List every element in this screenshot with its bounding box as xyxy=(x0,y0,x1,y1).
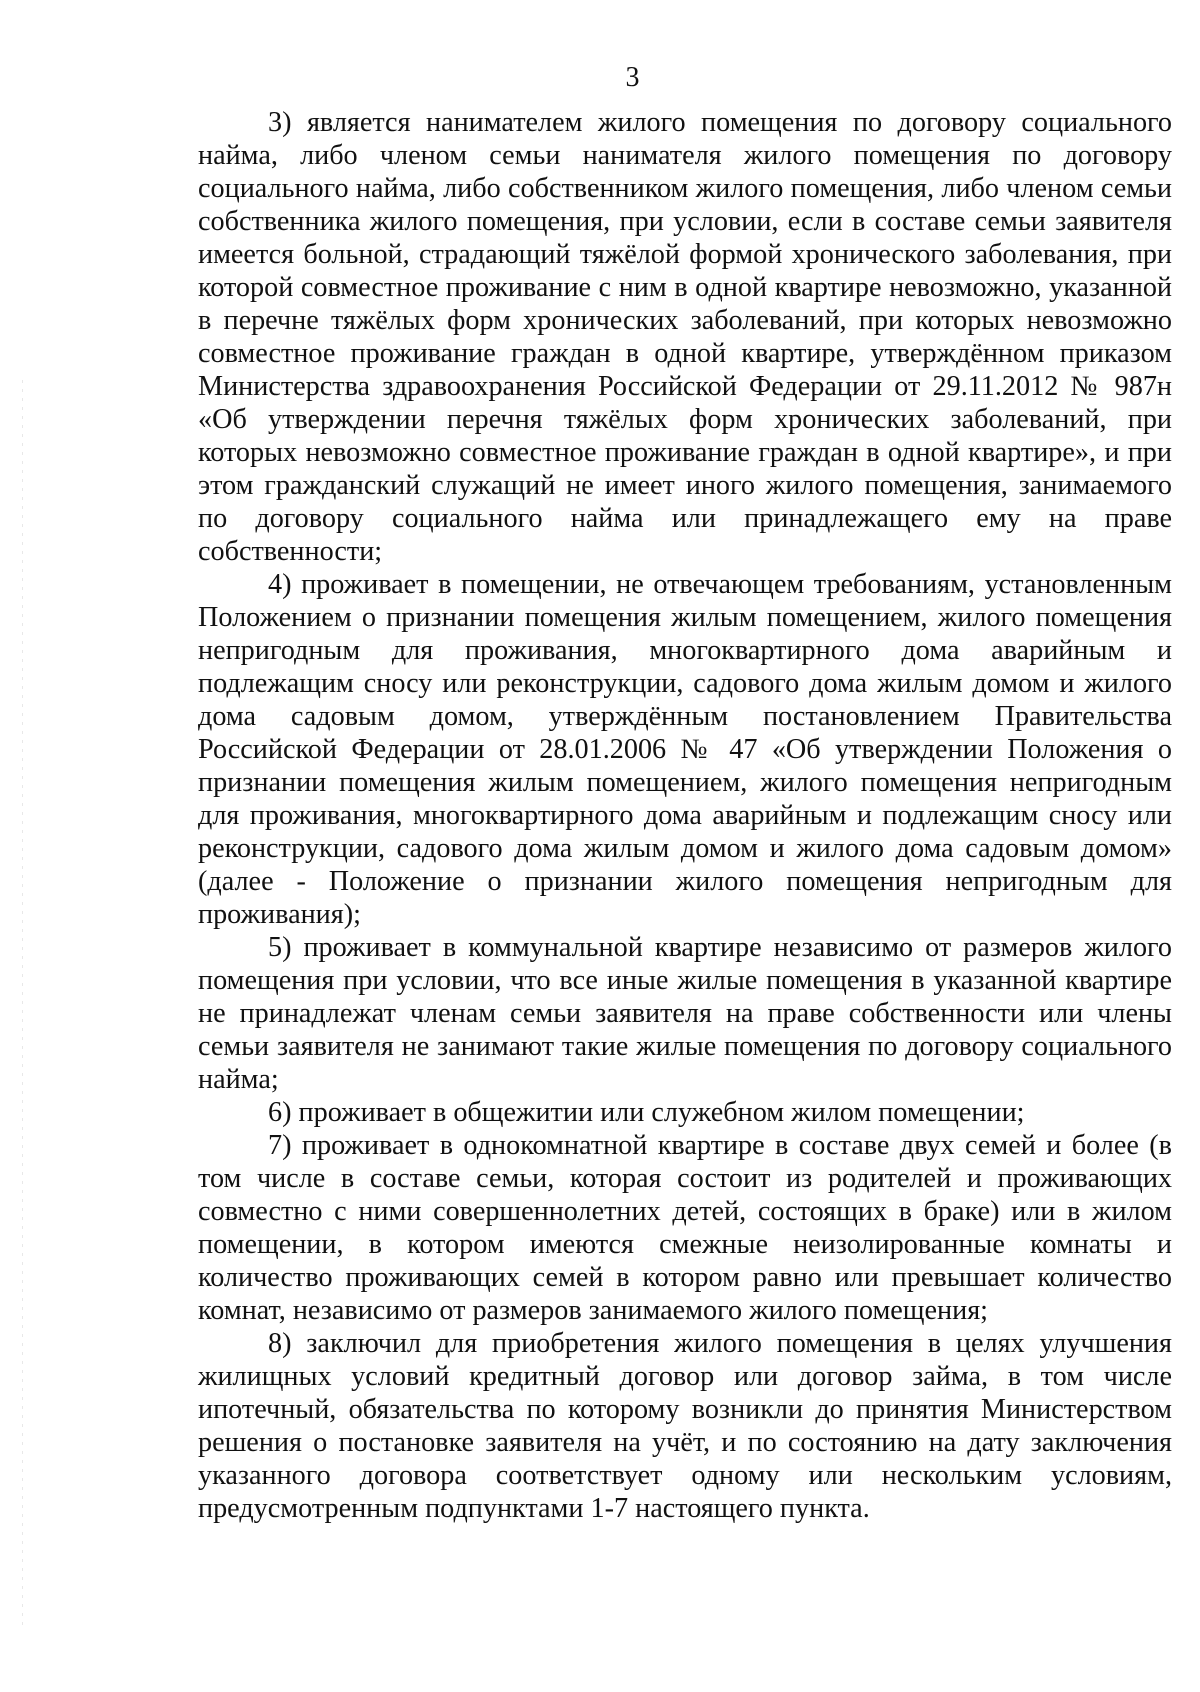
paragraph-item-7: 7) проживает в однокомнатной квартире в составе двух семей и более (в том числе в составе семьи, которая состоит из родителей и проживающих совместно с ними совершеннолетних детей, состоящих в браке) или в жилом помещении, в котором имеются смежные неизолированные комнаты и количество проживающих семей в котором равно или превышает количество комнат, независимо от размеров занимаемого жилого помещения; xyxy=(198,1130,1172,1326)
paragraph-item-5: 5) проживает в коммунальной квартире независимо от размеров жилого помещения при условии, что все иные жилые помещения в указанной квартире не принадлежат членам семьи заявителя на праве собственности или члены семьи заявителя не занимают такие жилые помещения по договору социального найма; xyxy=(198,932,1172,1095)
scan-edge-artifact xyxy=(22,380,23,1630)
paragraph-item-4: 4) проживает в помещении, не отвечающем требованиям, установленным Положением о признании помещения жилым помещением, жилого помещения непригодным для проживания, многоквартирного дома аварийным и подлежащим сносу или реконструкции, садового дома жилым домом и жилого дома садовым домом, утверждённым постановлением Правительства Российской Федерации от 28.01.2006 № 47 «Об утверждении Положения о признании помещения жилым помещением, жилого помещения непригодным для проживания, многоквартирного дома аварийным и подлежащим сносу или реконструкции, садового дома жилым домом и жилого дома садовым домом» (далее - Положение о признании жилого помещения непригодным для проживания); xyxy=(198,569,1172,930)
document-body xyxy=(198,106,1172,1525)
page-number: 3 xyxy=(625,62,640,93)
paragraph-item-3: 3) является нанимателем жилого помещения по договору социального найма, либо членом семьи нанимателя жилого помещения по договору социального найма, либо собственником жилого помещения, либо членом семьи собственника жилого помещения, при условии, если в составе семьи заявителя имеется больной, страдающий тяжёлой формой хронического заболевания, при которой совместное проживание с ним в одной квартире невозможно, указанной в перечне тяжёлых форм хронических заболеваний, при которых невозможно совместное проживание граждан в одной квартире, утверждённом приказом Министерства здравоохранения Российской Федерации от 29.11.2012 № 987н «Об утверждении перечня тяжёлых форм хронических заболеваний, при которых невозможно совместное проживание граждан в одной квартире», и при этом гражданский служащий не имеет иного жилого помещения, занимаемого по договору социального найма или принадлежащего ему на праве собственности; xyxy=(198,107,1172,567)
paragraph-item-6: 6) проживает в общежитии или служебном жилом помещении; xyxy=(268,1097,1025,1128)
paragraph-item-8: 8) заключил для приобретения жилого помещения в целях улучшения жилищных условий кредитный договор или договор займа, в том числе ипотечный, обязательства по которому возникли до принятия Министерством решения о постановке заявителя на учёт, и по состоянию на дату заключения указанного договора соответствует одному или нескольким условиям, предусмотренным подпунктами 1-7 настоящего пункта. xyxy=(198,1328,1172,1524)
